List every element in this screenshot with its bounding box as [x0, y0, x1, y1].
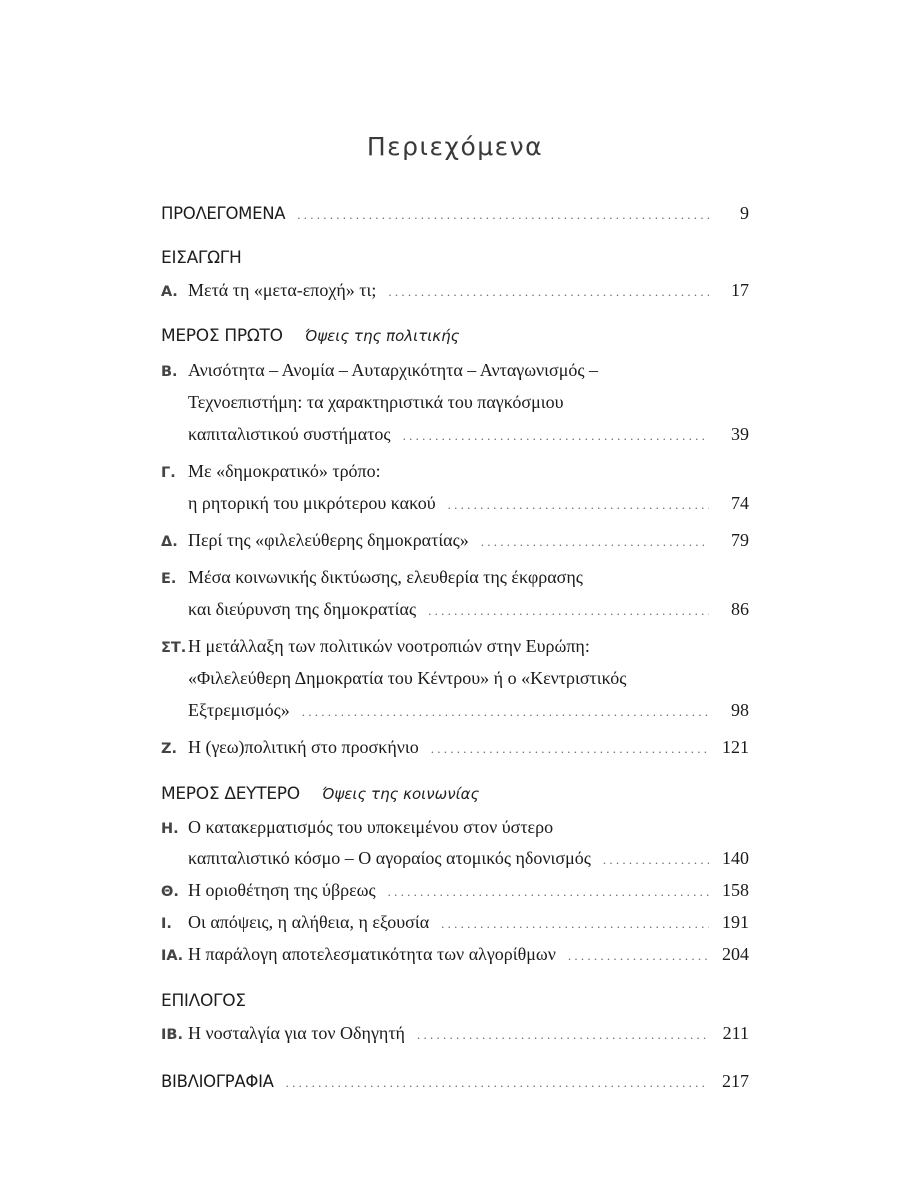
entry-title: Η νοσταλγία για τον Οδηγητή — [188, 1023, 405, 1043]
page-number: 39 — [731, 424, 749, 444]
entry-label: ΒΙΒΛΙΟΓΡΑΦΙΑ — [161, 1072, 274, 1091]
page-number: 98 — [731, 700, 749, 720]
dot-leader — [302, 704, 709, 720]
toc-entry-st-line-2[interactable] — [161, 668, 749, 689]
toc-entry-st-line-1[interactable] — [161, 636, 749, 657]
entry-title: καπιταλιστικό κόσμο – Ο αγοραίος ατομικός ηδονισμός — [188, 848, 591, 868]
entry-title: Η παράλογη αποτελεσματικότητα των αλγορίθμων — [188, 944, 556, 964]
toc-entry-e-line-1[interactable] — [161, 567, 749, 588]
toc-entry-ia[interactable] — [161, 944, 749, 965]
entry-title: Με «δημοκρατικό» τρόπο: — [188, 461, 381, 481]
toc-entry-d[interactable] — [161, 530, 749, 551]
toc-entry-h-line-1[interactable] — [161, 817, 749, 838]
entry-label: ΠΡΟΛΕΓΟΜΕΝΑ — [161, 204, 286, 223]
dot-leader — [388, 284, 709, 300]
section-subtitle: Όψεις της πολιτικής — [304, 327, 460, 345]
page-number: 121 — [722, 737, 749, 757]
toc-entry-g-line-2[interactable] — [161, 493, 749, 514]
page-number: 17 — [731, 280, 749, 300]
entry-mark: Ι. — [161, 916, 172, 932]
toc-entry-z[interactable] — [161, 737, 749, 758]
dot-leader — [441, 916, 709, 932]
entry-mark: Θ. — [161, 884, 179, 900]
section-title: ΜΕΡΟΣ ΔΕΥΤΕΡΟ — [161, 784, 300, 804]
page-number: 217 — [722, 1071, 749, 1091]
entry-title: Η οριοθέτηση της ύβρεως — [188, 880, 376, 900]
toc-entry-b-line-3[interactable] — [161, 424, 749, 445]
entry-title: «Φιλελεύθερη Δημοκρατία του Κέντρου» ή ο «Κεντριστικός — [188, 668, 627, 688]
dot-leader — [481, 534, 709, 550]
entry-mark: ΣΤ. — [161, 640, 187, 656]
section-heading-epilogos: ΕΠΙΛΟΓΟΣ — [161, 991, 246, 1011]
entry-mark: Β. — [161, 364, 178, 380]
dot-leader — [403, 428, 709, 444]
dot-leader — [431, 741, 709, 757]
page-title: Περιεχόμενα — [366, 132, 544, 161]
section-title: ΜΕΡΟΣ ΠΡΩΤΟ — [161, 326, 283, 346]
dot-leader — [388, 884, 709, 900]
entry-title: η ρητορική του μικρότερου κακού — [188, 493, 436, 513]
entry-mark: Ζ. — [161, 741, 178, 757]
entry-title: Ανισότητα – Ανομία – Αυταρχικότητα – Ανταγωνισμός – — [188, 360, 599, 380]
page-number: 74 — [731, 493, 749, 513]
entry-mark: Α. — [161, 284, 178, 300]
entry-title: Ο κατακερματισμός του υποκειμένου στον ύστερο — [188, 817, 554, 837]
table-of-contents — [161, 0, 749, 1200]
entry-title: καπιταλιστικού συστήματος — [188, 424, 391, 444]
toc-entry-h-line-2[interactable] — [161, 848, 749, 869]
dot-leader — [448, 497, 709, 513]
page-number: 204 — [722, 944, 749, 964]
entry-mark: Δ. — [161, 534, 178, 550]
entry-title: Μέσα κοινωνικής δικτύωσης, ελευθερία της έκφρασης — [188, 567, 583, 587]
entry-title: Η (γεω)πολιτική στο προσκήνιο — [188, 737, 419, 757]
dot-leader — [286, 1075, 709, 1091]
page-number: 158 — [722, 880, 749, 900]
page-number: 9 — [740, 203, 749, 223]
entry-title: Μετά τη «μετα-εποχή» τι; — [188, 280, 377, 300]
entry-title: Η μετάλλαξη των πολιτικών νοοτροπιών στην Ευρώπη: — [188, 636, 590, 656]
section-heading-meros-proto — [161, 326, 459, 346]
entry-title: Περί της «φιλελεύθερης δημοκρατίας» — [188, 530, 469, 550]
toc-entry-ib[interactable] — [161, 1023, 749, 1044]
toc-entry-st-line-3[interactable] — [161, 700, 749, 721]
page-number: 86 — [731, 599, 749, 619]
entry-mark: Γ. — [161, 465, 176, 481]
page-number: 79 — [731, 530, 749, 550]
dot-leader — [297, 207, 709, 223]
toc-entry-b-line-2[interactable] — [161, 392, 749, 413]
toc-entry-g-line-1[interactable] — [161, 461, 749, 482]
page-number: 211 — [722, 1023, 749, 1043]
section-subtitle: Όψεις της κοινωνίας — [321, 785, 480, 803]
dot-leader — [603, 852, 709, 868]
toc-entry-e-line-2[interactable] — [161, 599, 749, 620]
entry-mark: ΙΒ. — [161, 1027, 183, 1043]
entry-mark: Ε. — [161, 571, 177, 587]
page-number: 191 — [722, 912, 749, 932]
entry-title: Εξτρεμισμός» — [188, 700, 290, 720]
dot-leader — [428, 603, 709, 619]
section-heading-eisagogi: ΕΙΣΑΓΩΓΗ — [161, 248, 242, 268]
section-heading-meros-deftero — [161, 784, 479, 804]
dot-leader — [417, 1027, 709, 1043]
page-number: 140 — [722, 848, 749, 868]
toc-entry-b-line-1[interactable] — [161, 360, 749, 381]
entry-title: Οι απόψεις, η αλήθεια, η εξουσία — [188, 912, 430, 932]
entry-mark: ΙΑ. — [161, 948, 184, 964]
toc-entry-vivliografia[interactable] — [161, 1071, 749, 1092]
toc-entry-a[interactable] — [161, 280, 749, 301]
toc-entry-prolegomena[interactable] — [161, 203, 749, 224]
toc-entry-th[interactable] — [161, 880, 749, 901]
entry-mark: Η. — [161, 821, 179, 837]
toc-entry-i[interactable] — [161, 912, 749, 933]
entry-title: Τεχνοεπιστήμη: τα χαρακτηριστικά του παγκόσμιου — [188, 392, 564, 412]
entry-title: και διεύρυνση της δημοκρατίας — [188, 599, 417, 619]
dot-leader — [568, 948, 709, 964]
